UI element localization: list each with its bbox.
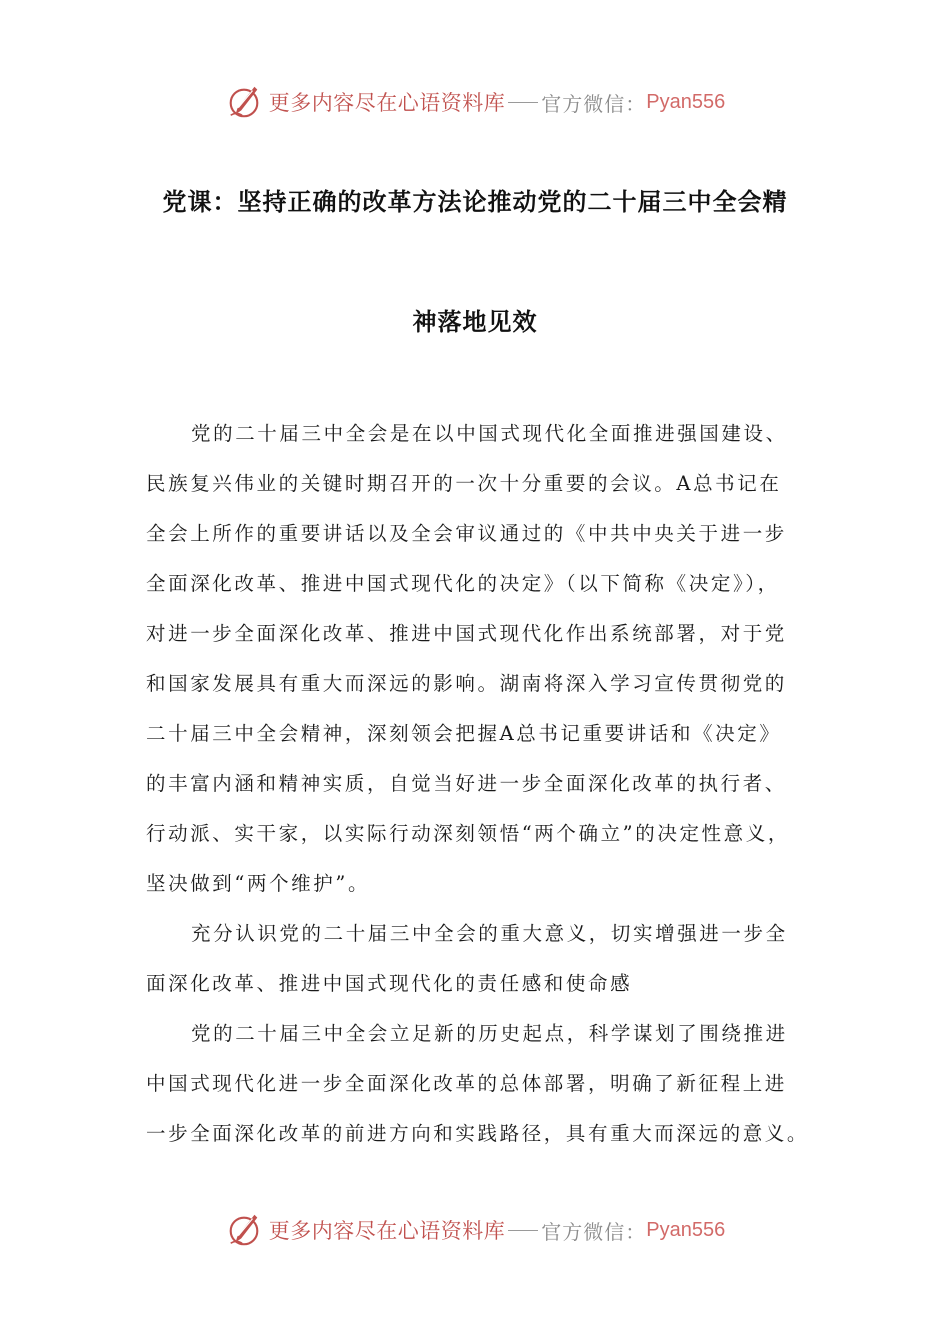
body-line: 和国家发展具有重大而深远的影响。湖南将深入学习宣传贯彻党的 [146,672,787,695]
body-line: 行动派、实干家，以实际行动深刻领悟“两个确立”的决定性意义， [146,822,790,845]
banner-official-label: 官方微信： [541,91,647,116]
body-line: 坚决做到“两个维护”。 [146,872,371,895]
body-line: 的丰富内涵和精神实质，自觉当好进一步全面深化改革的执行者、 [146,772,787,795]
body-line: 全面深化改革、推进中国式现代化的决定》（以下简称《决定》）， [146,572,780,595]
body-line: 民族复兴伟业的关键时期召开的一次十分重要的会议。A总书记在 [146,472,782,495]
document-title-line-2: 神落地见效 [412,308,538,336]
banner-dash [508,1230,538,1231]
body-line: 一步全面深化改革的前进方向和实践路径，具有重大而深远的意义。 [146,1122,810,1145]
body-line: 党的二十届三中全会立足新的历史起点，科学谋划了围绕推进 [191,1022,788,1045]
document-title-line-1: 党课：坚持正确的改革方法论推动党的二十届三中全会精 [162,188,788,216]
body-line: 二十届三中全会精神，深刻领会把握A总书记重要讲话和《决定》 [146,722,782,745]
banner-dash [508,102,538,103]
banner-text: 更多内容尽在心语资料库 [268,91,506,115]
document-body [146,416,814,1166]
section-heading-line: 面深化改革、推进中国式现代化的责任感和使命感 [146,972,633,995]
banner-text: 更多内容尽在心语资料库 [268,1219,506,1243]
banner-official-label: 官方微信： [541,1219,647,1244]
header-banner [0,80,950,124]
banner-wechat-id: Pyan556 [646,90,726,113]
body-line: 全会上所作的重要讲话以及全会审议通过的《中共中央关于进一步 [146,522,787,545]
body-line: 对进一步全面深化改革、推进中国式现代化作出系统部署，对于党 [146,622,787,645]
quill-pen-circle-icon [225,1211,263,1249]
quill-pen-circle-icon [225,83,263,121]
section-heading-line: 充分认识党的二十届三中全会的重大意义，切实增强进一步全 [191,922,788,945]
body-line: 中国式现代化进一步全面深化改革的总体部署，明确了新征程上进 [146,1072,787,1095]
banner-wechat-id: Pyan556 [646,1218,726,1241]
body-line: 党的二十届三中全会是在以中国式现代化全面推进强国建设、 [191,422,788,445]
footer-banner [0,1208,950,1252]
